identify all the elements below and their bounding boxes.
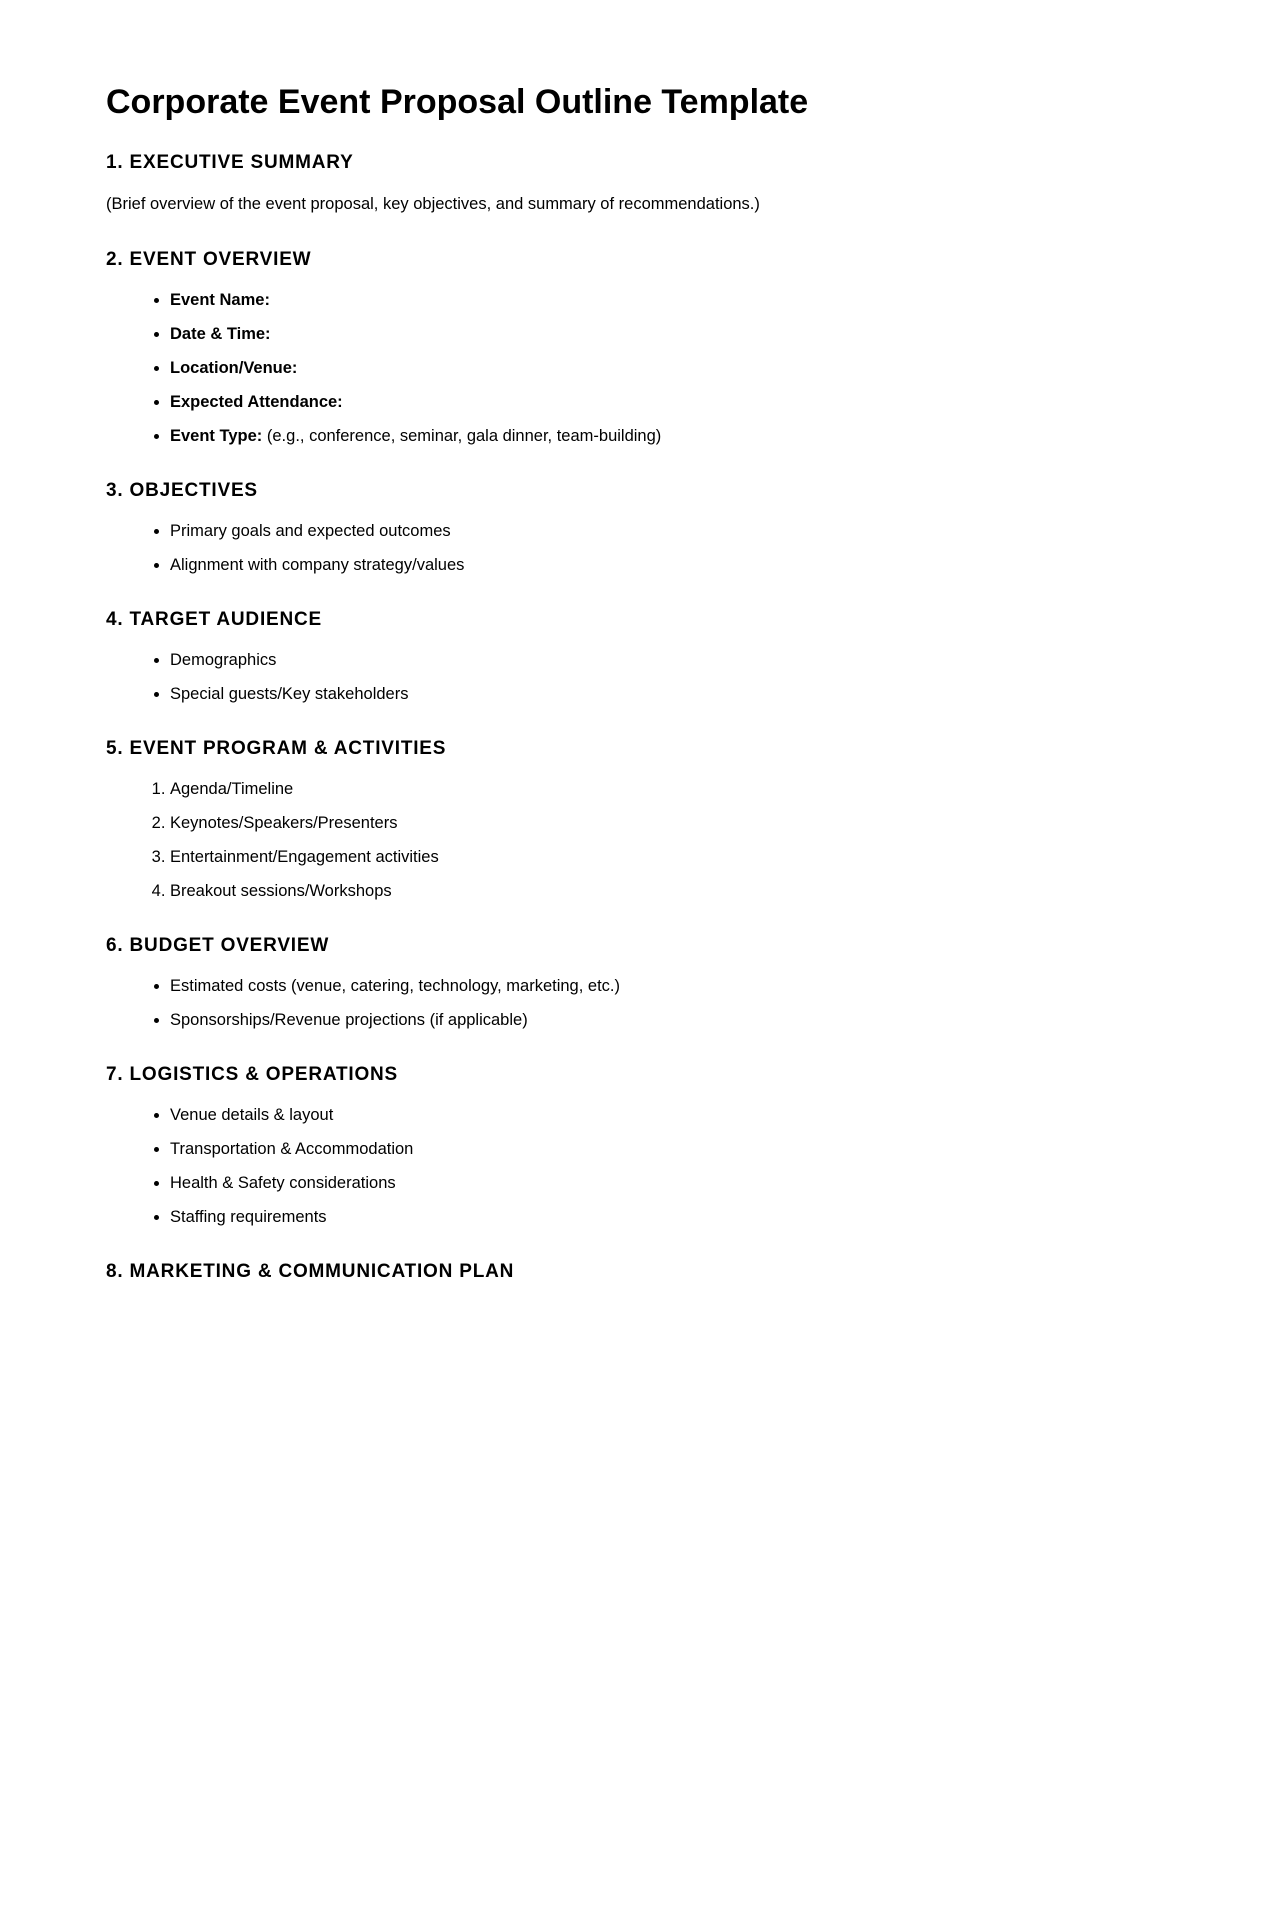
budget-overview-list [106, 969, 1263, 1037]
list-item: • Health & Safety considerations [170, 1166, 1263, 1200]
objectives-list [106, 514, 1263, 582]
event-program-list [106, 772, 1263, 908]
section-heading-objectives: 3. OBJECTIVES [106, 480, 258, 501]
section-heading-event-overview: 2. EVENT OVERVIEW [106, 249, 312, 270]
section-heading-budget-overview: 6. BUDGET OVERVIEW [106, 935, 330, 956]
section-heading-marketing-plan: 8. MARKETING & COMMUNICATION PLAN [106, 1261, 515, 1282]
list-item: • Special guests/Key stakeholders [170, 677, 1263, 711]
list-item: 3. Entertainment/Engagement activities [170, 840, 1263, 874]
list-item: • Staffing requirements [170, 1200, 1263, 1234]
list-item: • Alignment with company strategy/values [170, 548, 1263, 582]
list-item: • Estimated costs (venue, catering, technology, marketing, etc.) [170, 969, 1263, 1003]
list-item: • Primary goals and expected outcomes [170, 514, 1263, 548]
list-item: • Date & Time: [170, 317, 1263, 351]
list-item: • Event Type: (e.g., conference, seminar, gala dinner, team-building) [170, 419, 1263, 453]
section-heading-event-program: 5. EVENT PROGRAM & ACTIVITIES [106, 738, 447, 759]
list-item: • Sponsorships/Revenue projections (if applicable) [170, 1003, 1263, 1037]
event-overview-list [106, 283, 1263, 453]
target-audience-list [106, 643, 1263, 711]
section-heading-target-audience: 4. TARGET AUDIENCE [106, 609, 323, 630]
list-item: 4. Breakout sessions/Workshops [170, 874, 1263, 908]
list-item: 2. Keynotes/Speakers/Presenters [170, 806, 1263, 840]
list-item: • Event Name: [170, 283, 1263, 317]
list-item: • Transportation & Accommodation [170, 1132, 1263, 1166]
list-item: 1. Agenda/Timeline [170, 772, 1263, 806]
list-item: • Expected Attendance: [170, 385, 1263, 419]
executive-summary-text: (Brief overview of the event proposal, key objectives, and summary of recommendations.) [106, 195, 760, 213]
list-item: • Demographics [170, 643, 1263, 677]
section-heading-logistics: 7. LOGISTICS & OPERATIONS [106, 1064, 399, 1085]
list-item: • Venue details & layout [170, 1098, 1263, 1132]
section-heading-executive-summary: 1. EXECUTIVE SUMMARY [106, 152, 354, 173]
logistics-list [106, 1098, 1263, 1234]
page-title: Corporate Event Proposal Outline Template [106, 83, 809, 121]
list-item: • Location/Venue: [170, 351, 1263, 385]
